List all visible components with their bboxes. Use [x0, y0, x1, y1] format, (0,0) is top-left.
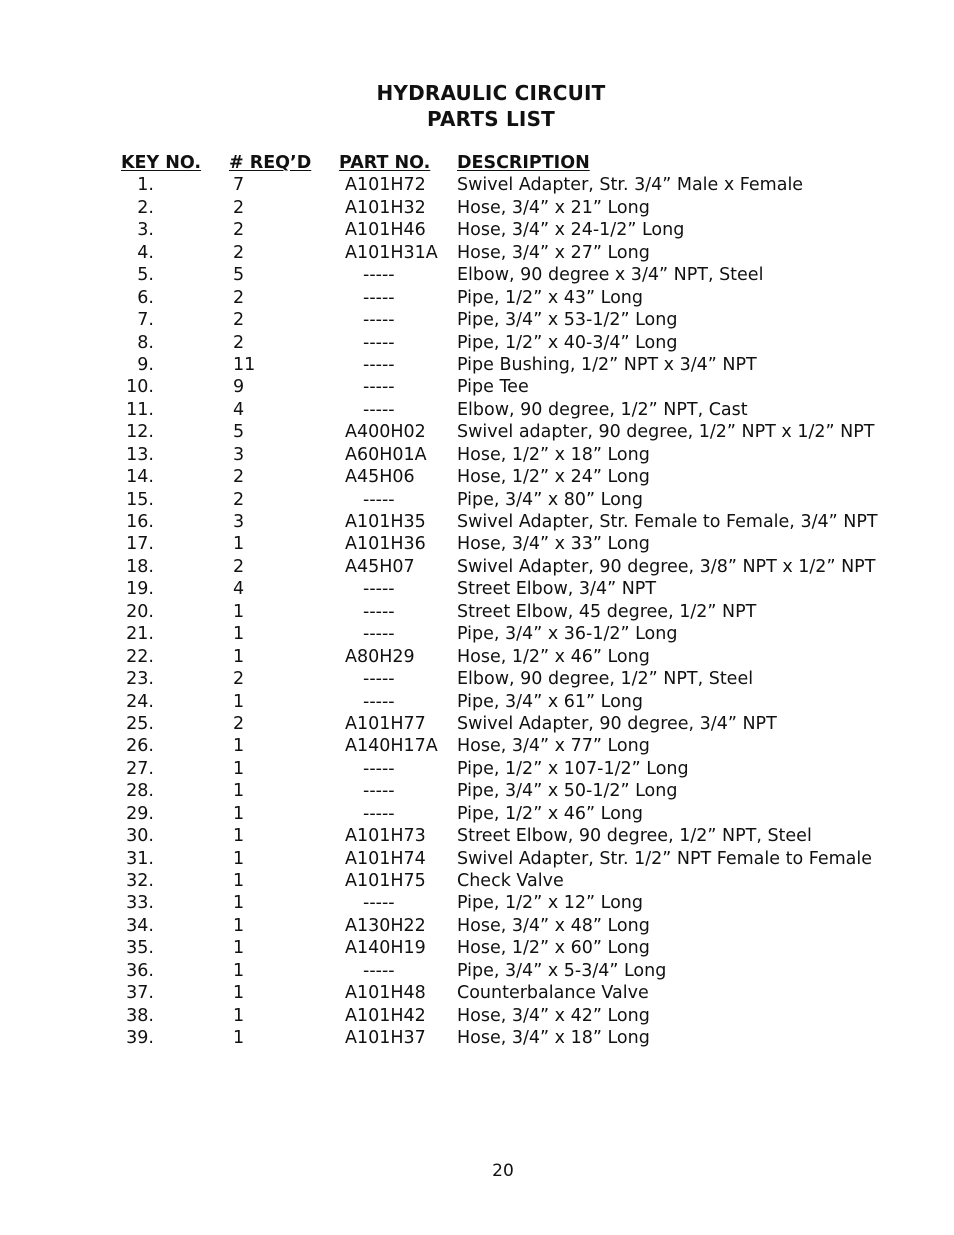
table-row — [0, 309, 954, 331]
req-qty-cell: 1 — [233, 915, 245, 936]
part-no-cell: ----- — [363, 601, 395, 622]
req-qty-cell: 1 — [233, 848, 245, 869]
req-qty-cell: 1 — [233, 736, 245, 757]
part-no-cell: ----- — [363, 803, 395, 824]
key-no-cell: 15. — [126, 489, 154, 510]
table-header-row — [0, 152, 954, 174]
table-row — [0, 1027, 954, 1049]
table-row — [0, 578, 954, 600]
req-qty-cell: 3 — [233, 444, 245, 465]
part-no-cell: ----- — [363, 781, 395, 802]
req-qty-cell: 1 — [233, 691, 245, 712]
description-cell: Elbow, 90 degree, 1/2” NPT, Steel — [457, 669, 754, 690]
req-qty-cell: 1 — [233, 960, 245, 981]
table-row — [0, 533, 954, 555]
table-row — [0, 489, 954, 511]
key-no-cell: 17. — [126, 534, 154, 555]
table-row — [0, 825, 954, 847]
table-row — [0, 421, 954, 443]
description-cell: Swivel Adapter, Str. Female to Female, 3/4” NPT — [457, 512, 878, 532]
part-no-cell: A130H22 — [345, 915, 426, 936]
description-cell: Hose, 3/4” x 18” Long — [457, 1028, 650, 1049]
part-no-cell: A45H07 — [345, 556, 415, 577]
table-row — [0, 466, 954, 488]
description-cell: Elbow, 90 degree, 1/2” NPT, Cast — [457, 399, 748, 420]
description-cell: Hose, 1/2” x 18” Long — [457, 444, 650, 465]
description-cell: Pipe, 1/2” x 46” Long — [457, 803, 643, 824]
part-no-cell: A101H74 — [345, 848, 426, 869]
description-cell: Counterbalance Valve — [457, 983, 649, 1004]
req-qty-cell: 2 — [233, 713, 245, 734]
parts-table — [0, 152, 954, 1050]
table-row — [0, 399, 954, 421]
key-no-cell: 3. — [137, 220, 154, 241]
description-cell: Check Valve — [457, 871, 564, 891]
req-qty-cell: 2 — [233, 197, 245, 218]
description-cell: Swivel Adapter, 90 degree, 3/4” NPT — [457, 713, 777, 734]
part-no-cell: A101H77 — [345, 713, 426, 734]
part-no-cell: ----- — [363, 960, 395, 981]
table-row — [0, 803, 954, 825]
key-no-cell: 20. — [126, 601, 154, 622]
req-qty-cell: 1 — [233, 1028, 245, 1049]
key-no-cell: 9. — [137, 354, 154, 375]
table-row — [0, 511, 954, 533]
table-row — [0, 264, 954, 286]
part-no-cell: A80H29 — [345, 646, 415, 667]
req-qty-cell: 7 — [233, 175, 245, 196]
part-no-cell: A101H75 — [345, 871, 426, 891]
key-no-cell: 26. — [126, 736, 154, 757]
key-no-cell: 35. — [126, 938, 154, 959]
req-qty-cell: 2 — [233, 220, 245, 241]
req-qty-cell: 1 — [233, 781, 245, 802]
req-qty-cell: 1 — [233, 646, 245, 667]
part-no-cell: A101H31A — [345, 242, 438, 263]
req-qty-cell: 1 — [233, 624, 245, 645]
key-no-cell: 13. — [126, 444, 154, 465]
part-no-cell: A101H42 — [345, 1005, 426, 1026]
req-qty-cell: 1 — [233, 893, 245, 914]
req-qty-cell: 5 — [233, 265, 245, 286]
req-qty-cell: 5 — [233, 422, 245, 443]
description-cell: Elbow, 90 degree x 3/4” NPT, Steel — [457, 265, 764, 286]
req-qty-cell: 2 — [233, 310, 245, 331]
description-cell: Pipe, 1/2” x 107-1/2” Long — [457, 758, 689, 779]
req-qty-cell: 1 — [233, 938, 245, 959]
part-no-cell: A101H72 — [345, 175, 426, 196]
part-no-cell: A101H46 — [345, 220, 426, 241]
req-qty-cell: 2 — [233, 242, 245, 263]
page-subtitle: PARTS LIST — [426, 107, 556, 131]
description-cell: Pipe, 3/4” x 50-1/2” Long — [457, 781, 678, 802]
key-no-cell: 10. — [126, 377, 154, 398]
key-no-cell: 27. — [126, 758, 154, 779]
table-row — [0, 623, 954, 645]
description-cell: Swivel adapter, 90 degree, 1/2” NPT x 1/2” NPT — [457, 422, 875, 443]
header-key-no: KEY NO. — [121, 153, 202, 173]
header-description: DESCRIPTION — [457, 153, 590, 173]
key-no-cell: 18. — [126, 556, 154, 577]
description-cell: Pipe, 3/4” x 53-1/2” Long — [457, 310, 678, 331]
description-cell: Hose, 3/4” x 24-1/2” Long — [457, 220, 685, 241]
table-row — [0, 982, 954, 1004]
description-cell: Hose, 3/4” x 21” Long — [457, 197, 650, 218]
page-title: HYDRAULIC CIRCUIT — [376, 81, 606, 105]
part-no-cell: A101H73 — [345, 826, 426, 847]
key-no-cell: 25. — [126, 713, 154, 734]
req-qty-cell: 2 — [233, 489, 245, 510]
part-no-cell: A140H17A — [345, 736, 438, 757]
description-cell: Pipe, 3/4” x 61” Long — [457, 691, 643, 712]
part-no-cell: A140H19 — [345, 938, 426, 959]
table-row — [0, 668, 954, 690]
description-cell: Pipe, 1/2” x 12” Long — [457, 893, 643, 914]
part-no-cell: ----- — [363, 758, 395, 779]
table-row — [0, 197, 954, 219]
part-no-cell: ----- — [363, 265, 395, 286]
key-no-cell: 24. — [126, 691, 154, 712]
part-no-cell: ----- — [363, 399, 395, 420]
table-row — [0, 780, 954, 802]
table-row — [0, 332, 954, 354]
req-qty-cell: 3 — [233, 512, 245, 532]
part-no-cell: ----- — [363, 489, 395, 510]
key-no-cell: 31. — [126, 848, 154, 869]
description-cell: Swivel Adapter, Str. 1/2” NPT Female to Female — [457, 848, 873, 869]
table-row — [0, 1005, 954, 1027]
table-row — [0, 646, 954, 668]
description-cell: Hose, 1/2” x 46” Long — [457, 646, 650, 667]
req-qty-cell: 1 — [233, 534, 245, 555]
part-no-cell: A45H06 — [345, 467, 415, 488]
part-no-cell: ----- — [363, 691, 395, 712]
table-row — [0, 960, 954, 982]
part-no-cell: A101H32 — [345, 197, 426, 218]
table-row — [0, 870, 954, 892]
part-no-cell: ----- — [363, 624, 395, 645]
key-no-cell: 23. — [126, 669, 154, 690]
table-row — [0, 174, 954, 196]
req-qty-cell: 9 — [233, 377, 245, 398]
header-part-no: PART NO. — [339, 153, 431, 173]
key-no-cell: 8. — [137, 332, 154, 353]
description-cell: Pipe, 3/4” x 36-1/2” Long — [457, 624, 678, 645]
description-cell: Hose, 3/4” x 48” Long — [457, 915, 650, 936]
description-cell: Pipe, 3/4” x 80” Long — [457, 489, 643, 510]
key-no-cell: 4. — [137, 242, 154, 263]
part-no-cell: ----- — [363, 377, 395, 398]
table-row — [0, 242, 954, 264]
table-row — [0, 758, 954, 780]
description-cell: Pipe, 1/2” x 40-3/4” Long — [457, 332, 678, 353]
req-qty-cell: 1 — [233, 758, 245, 779]
part-no-cell: ----- — [363, 310, 395, 331]
description-cell: Pipe, 1/2” x 43” Long — [457, 287, 643, 308]
key-no-cell: 36. — [126, 960, 154, 981]
description-cell: Street Elbow, 3/4” NPT — [457, 579, 657, 600]
key-no-cell: 16. — [126, 512, 154, 532]
key-no-cell: 12. — [126, 422, 154, 443]
req-qty-cell: 1 — [233, 826, 245, 847]
description-cell: Hose, 3/4” x 27” Long — [457, 242, 650, 263]
table-row — [0, 848, 954, 870]
table-row — [0, 376, 954, 398]
key-no-cell: 21. — [126, 624, 154, 645]
req-qty-cell: 4 — [233, 579, 245, 600]
description-cell: Hose, 3/4” x 42” Long — [457, 1005, 650, 1026]
part-no-cell: A101H48 — [345, 983, 426, 1004]
part-no-cell: ----- — [363, 669, 395, 690]
req-qty-cell: 1 — [233, 803, 245, 824]
description-cell: Pipe Bushing, 1/2” NPT x 3/4” NPT — [457, 354, 757, 375]
part-no-cell: ----- — [363, 332, 395, 353]
key-no-cell: 29. — [126, 803, 154, 824]
key-no-cell: 28. — [126, 781, 154, 802]
key-no-cell: 14. — [126, 467, 154, 488]
part-no-cell: ----- — [363, 893, 395, 914]
req-qty-cell: 2 — [233, 669, 245, 690]
key-no-cell: 7. — [137, 310, 154, 331]
header-req-qty: # REQ’D — [229, 153, 312, 173]
table-row — [0, 735, 954, 757]
description-cell: Street Elbow, 90 degree, 1/2” NPT, Steel — [457, 826, 812, 847]
req-qty-cell: 1 — [233, 601, 245, 622]
table-row — [0, 444, 954, 466]
req-qty-cell: 1 — [233, 983, 245, 1004]
table-row — [0, 915, 954, 937]
req-qty-cell: 2 — [233, 287, 245, 308]
req-qty-cell: 11 — [233, 354, 256, 375]
key-no-cell: 19. — [126, 579, 154, 600]
part-no-cell: ----- — [363, 287, 395, 308]
part-no-cell: A101H35 — [345, 512, 426, 532]
req-qty-cell: 2 — [233, 332, 245, 353]
table-row — [0, 892, 954, 914]
table-row — [0, 556, 954, 578]
table-row — [0, 601, 954, 623]
description-cell: Street Elbow, 45 degree, 1/2” NPT — [457, 601, 757, 622]
req-qty-cell: 2 — [233, 467, 245, 488]
key-no-cell: 6. — [137, 287, 154, 308]
table-row — [0, 354, 954, 376]
req-qty-cell: 1 — [233, 871, 245, 891]
part-no-cell: A101H37 — [345, 1028, 426, 1049]
table-row — [0, 937, 954, 959]
table-row — [0, 691, 954, 713]
key-no-cell: 30. — [126, 826, 154, 847]
description-cell: Swivel Adapter, 90 degree, 3/8” NPT x 1/2” NPT — [457, 556, 876, 577]
part-no-cell: ----- — [363, 579, 395, 600]
req-qty-cell: 4 — [233, 399, 245, 420]
table-row — [0, 287, 954, 309]
part-no-cell: A400H02 — [345, 422, 426, 443]
description-cell: Swivel Adapter, Str. 3/4” Male x Female — [457, 175, 804, 196]
key-no-cell: 38. — [126, 1005, 154, 1026]
description-cell: Hose, 3/4” x 33” Long — [457, 534, 650, 555]
key-no-cell: 37. — [126, 983, 154, 1004]
description-cell: Pipe Tee — [457, 377, 529, 398]
key-no-cell: 22. — [126, 646, 154, 667]
req-qty-cell: 2 — [233, 556, 245, 577]
key-no-cell: 1. — [137, 175, 154, 196]
table-row — [0, 219, 954, 241]
part-no-cell: A101H36 — [345, 534, 426, 555]
key-no-cell: 32. — [126, 871, 154, 891]
key-no-cell: 34. — [126, 915, 154, 936]
description-cell: Hose, 1/2” x 60” Long — [457, 938, 650, 959]
key-no-cell: 33. — [126, 893, 154, 914]
description-cell: Pipe, 3/4” x 5-3/4” Long — [457, 960, 667, 981]
key-no-cell: 2. — [137, 197, 154, 218]
page-number: 20 — [492, 1161, 514, 1181]
key-no-cell: 5. — [137, 265, 154, 286]
key-no-cell: 11. — [126, 399, 154, 420]
table-row — [0, 713, 954, 735]
part-no-cell: A60H01A — [345, 444, 427, 465]
key-no-cell: 39. — [126, 1028, 154, 1049]
part-no-cell: ----- — [363, 354, 395, 375]
description-cell: Hose, 1/2” x 24” Long — [457, 467, 650, 488]
req-qty-cell: 1 — [233, 1005, 245, 1026]
description-cell: Hose, 3/4” x 77” Long — [457, 736, 650, 757]
